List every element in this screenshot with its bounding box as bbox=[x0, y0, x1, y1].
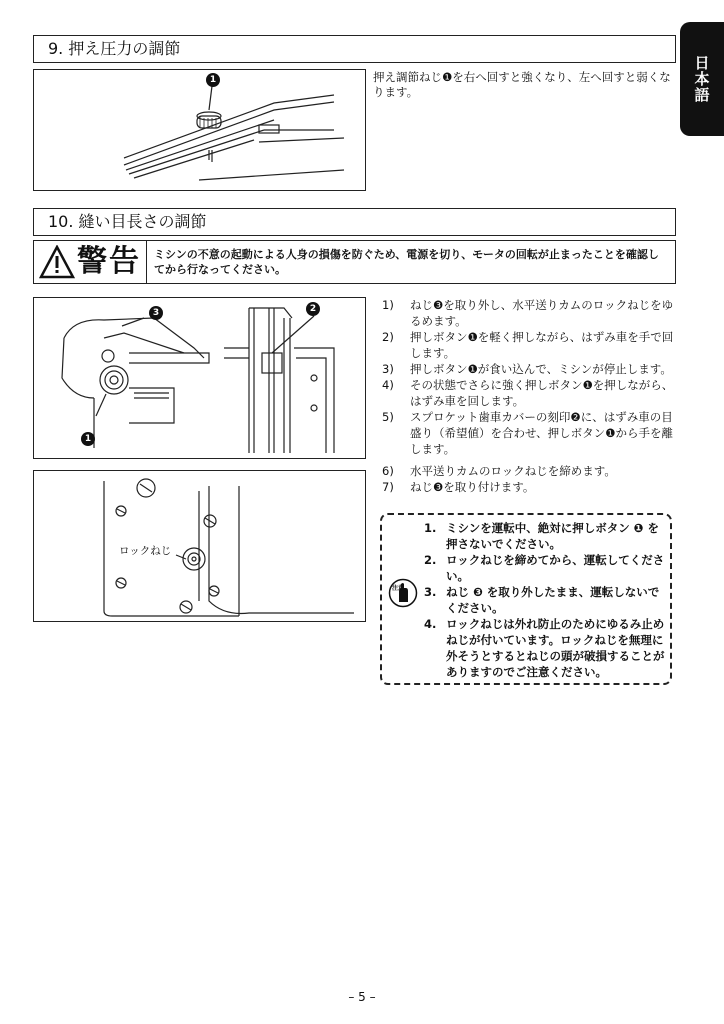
caution-item: 4. ロックねじは外れ防止のためにゆるみ止めねじが付いています。ロックねじを無理に外そうとするとねじの頭が破損することがありますのでご注意ください。 bbox=[424, 617, 665, 679]
step-item: 5) スプロケット歯車カバーの刻印❷に、はずみ車の目盛り（希望値）を合わせ、押しボタン❶から手を離します。 bbox=[382, 410, 673, 456]
callout-2: 2 bbox=[306, 302, 320, 316]
step-item: 7) ねじ❸を取り付けます。 bbox=[382, 480, 535, 494]
language-tab bbox=[680, 22, 724, 136]
callout-3: 3 bbox=[149, 306, 163, 320]
lock-screw-label: ロックねじ bbox=[119, 545, 172, 557]
step-item: 1) ねじ❸を取り外し、水平送りカムのロックねじをゆるめます。 bbox=[382, 298, 674, 328]
warning-box bbox=[33, 240, 676, 284]
step-item: 3) 押しボタン❶が食い込んで、ミシンが停止します。 bbox=[382, 362, 672, 376]
step-item: 2) 押しボタン❶を軽く押しながら、はずみ車を手で回します。 bbox=[382, 330, 674, 360]
step-item: 4) その状態でさらに強く押しボタン❶を押しながら、はずみ車を回します。 bbox=[382, 378, 674, 408]
lock-screw-figure bbox=[33, 470, 366, 622]
caution-item: 1. ミシンを運転中、絶対に押しボタン ❶ を押さないでください。 bbox=[424, 521, 659, 551]
language-tab-label: 日本語 bbox=[692, 55, 711, 103]
caution-item: 3. ねじ ❸ を取り外したまま、運転しないでください。 bbox=[424, 585, 660, 615]
presser-screw-figure bbox=[33, 69, 366, 191]
page-number: – 5 – bbox=[348, 990, 376, 1004]
callout-1: 1 bbox=[206, 73, 220, 87]
section10-heading: 10. 縫い目長さの調節 bbox=[33, 208, 676, 236]
caution-icon-label: 注意 bbox=[392, 585, 405, 592]
callout-1: 1 bbox=[81, 432, 95, 446]
presser-screw-drawing bbox=[34, 70, 365, 190]
caution-box bbox=[380, 513, 672, 685]
caution-list bbox=[424, 520, 670, 680]
section9-description: 押え調節ねじ❶を右へ回すと強くなり、左へ回すと弱くなります。 bbox=[373, 70, 671, 99]
section9-heading: 9. 押え圧力の調節 bbox=[33, 35, 676, 63]
warning-word: 警告 bbox=[77, 244, 141, 279]
warning-message: ミシンの不意の起動による人身の損傷を防ぐため、電源を切り、モータの回転が止まったことを確認してから行なってください。 bbox=[154, 248, 659, 276]
push-button-figure bbox=[33, 297, 366, 459]
adjustment-steps bbox=[382, 297, 682, 495]
warning-label-area bbox=[34, 241, 147, 283]
warning-triangle-icon bbox=[39, 245, 75, 279]
step-item: 6) 水平送りカムのロックねじを締めます。 bbox=[382, 464, 616, 478]
caution-item: 2. ロックねじを締めてから、運転してください。 bbox=[424, 553, 665, 583]
caution-hand-icon bbox=[388, 578, 418, 608]
lock-screw-drawing bbox=[34, 471, 365, 621]
